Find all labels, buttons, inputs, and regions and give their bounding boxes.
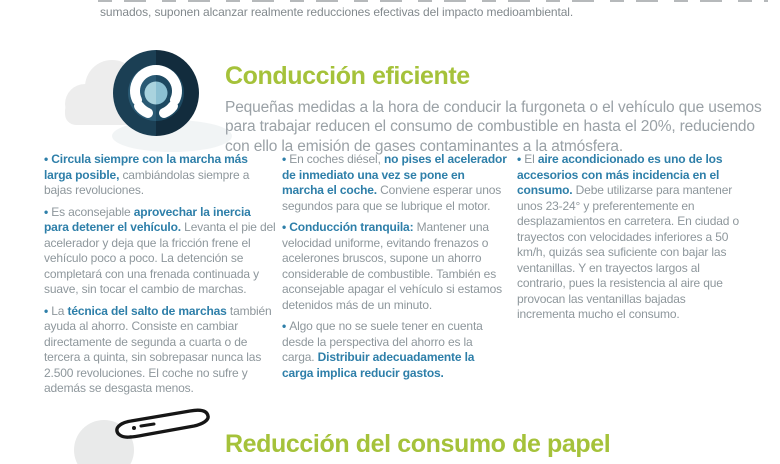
bullet-glyph: • (517, 152, 525, 166)
bullet-glyph: • (282, 220, 290, 234)
steering-wheel-icon (113, 50, 199, 136)
text-segment: aprovechar la inercia para detener el vehículo. (44, 204, 251, 234)
bullet-item (282, 220, 508, 313)
text-segment: también ayuda al ahorro. Consiste en cambiar directamente de segunda a cuarta o de tercera a quinta, sin sobrepasar nunca las 2.500 revoluciones. El coche no sufre y además se desgasta menos. (44, 303, 272, 395)
text-segment: La (51, 303, 68, 318)
text-segment: Mantener una velocidad uniforme, evitando frenazos o acelerones bruscos, supone un ahorro considerable de combustible. También es aconsejable apagar el vehículo si estamos detenidos más de un minuto. (282, 220, 502, 312)
text-segment: no pises el acelerador de inmediato una vez se pone en marcha el coche. (282, 152, 507, 197)
section-title-driving: Conducción eficiente (225, 61, 470, 90)
text-segment: Conviene esperar unos segundos para que se lubrique el motor. (282, 183, 502, 213)
text-segment: Debe utilizarse para mantener unos 23-24° y preferentemente en desplazamientos en carretera. En ciudad o trayectos con velocidades inferiores a 50 km/h, quizás sea suficiente con bajar las ventanillas. Y en trayectos largos al contrario, pues la resistencia al aire que provocan las ventanillas bajadas incrementa mucho el consumo. (517, 183, 739, 321)
bullet-glyph: • (44, 303, 52, 318)
section-intro-driving: Pequeñas medidas a la hora de conducir la furgoneta o el vehículo que usemos para trabajar reducen el consumo de combustible en hasta el 20%, reduciendo con ello la emisión de gases contaminantes a la atmósfera. (225, 98, 762, 155)
text-segment: técnica del salto de marchas (67, 303, 227, 318)
text-segment: Conducción tranquila: (289, 220, 414, 234)
top-paragraph-line: sumados, suponen alcanzar realmente reducciones efectivas del impacto medioambiental. (100, 5, 574, 19)
bullet-item (282, 152, 508, 214)
bullet-column-1 (44, 152, 278, 403)
text-segment: Es aconsejable (51, 204, 134, 219)
text-segment: cambiándolas siempre a bajas revoluciones. (44, 167, 250, 197)
bullet-item (517, 152, 745, 323)
bullet-glyph: • (282, 152, 290, 166)
text-segment: Levanta el pie del acelerador y deja que la fricción frene el vehículo poco a poco. La detención se completará con una frenada continuada y suave, sin tocar el cambio de marchas. (44, 220, 276, 296)
bullet-glyph: • (44, 152, 52, 166)
text-segment: Algo que no se suele tener en cuenta desde la perspectiva del ahorro es la carga. (282, 319, 483, 364)
bullet-glyph: • (44, 204, 52, 219)
bullet-item (44, 152, 278, 199)
bullet-column-2 (282, 152, 508, 387)
text-segment: Circula siempre con la marcha más larga posible, (44, 152, 248, 182)
clipped-previous-line (98, 0, 768, 2)
text-segment: aire acondicionado es uno de los accesorios con más incidencia en el consumo. (517, 152, 723, 197)
printer-icon (117, 410, 208, 437)
bullet-column-3 (517, 152, 745, 329)
text-segment: El (524, 152, 538, 166)
section-title-paper: Reducción del consumo de papel (225, 429, 611, 458)
cloud-printer-icon (70, 404, 240, 464)
bullet-item (282, 319, 508, 381)
text-segment: Distribuir adecuadamente la carga implica reducir gastos. (282, 350, 475, 380)
bullet-glyph: • (282, 319, 290, 333)
text-segment: En coches diésel, (289, 152, 384, 166)
bullet-item (44, 304, 278, 397)
bullet-item (44, 205, 278, 298)
